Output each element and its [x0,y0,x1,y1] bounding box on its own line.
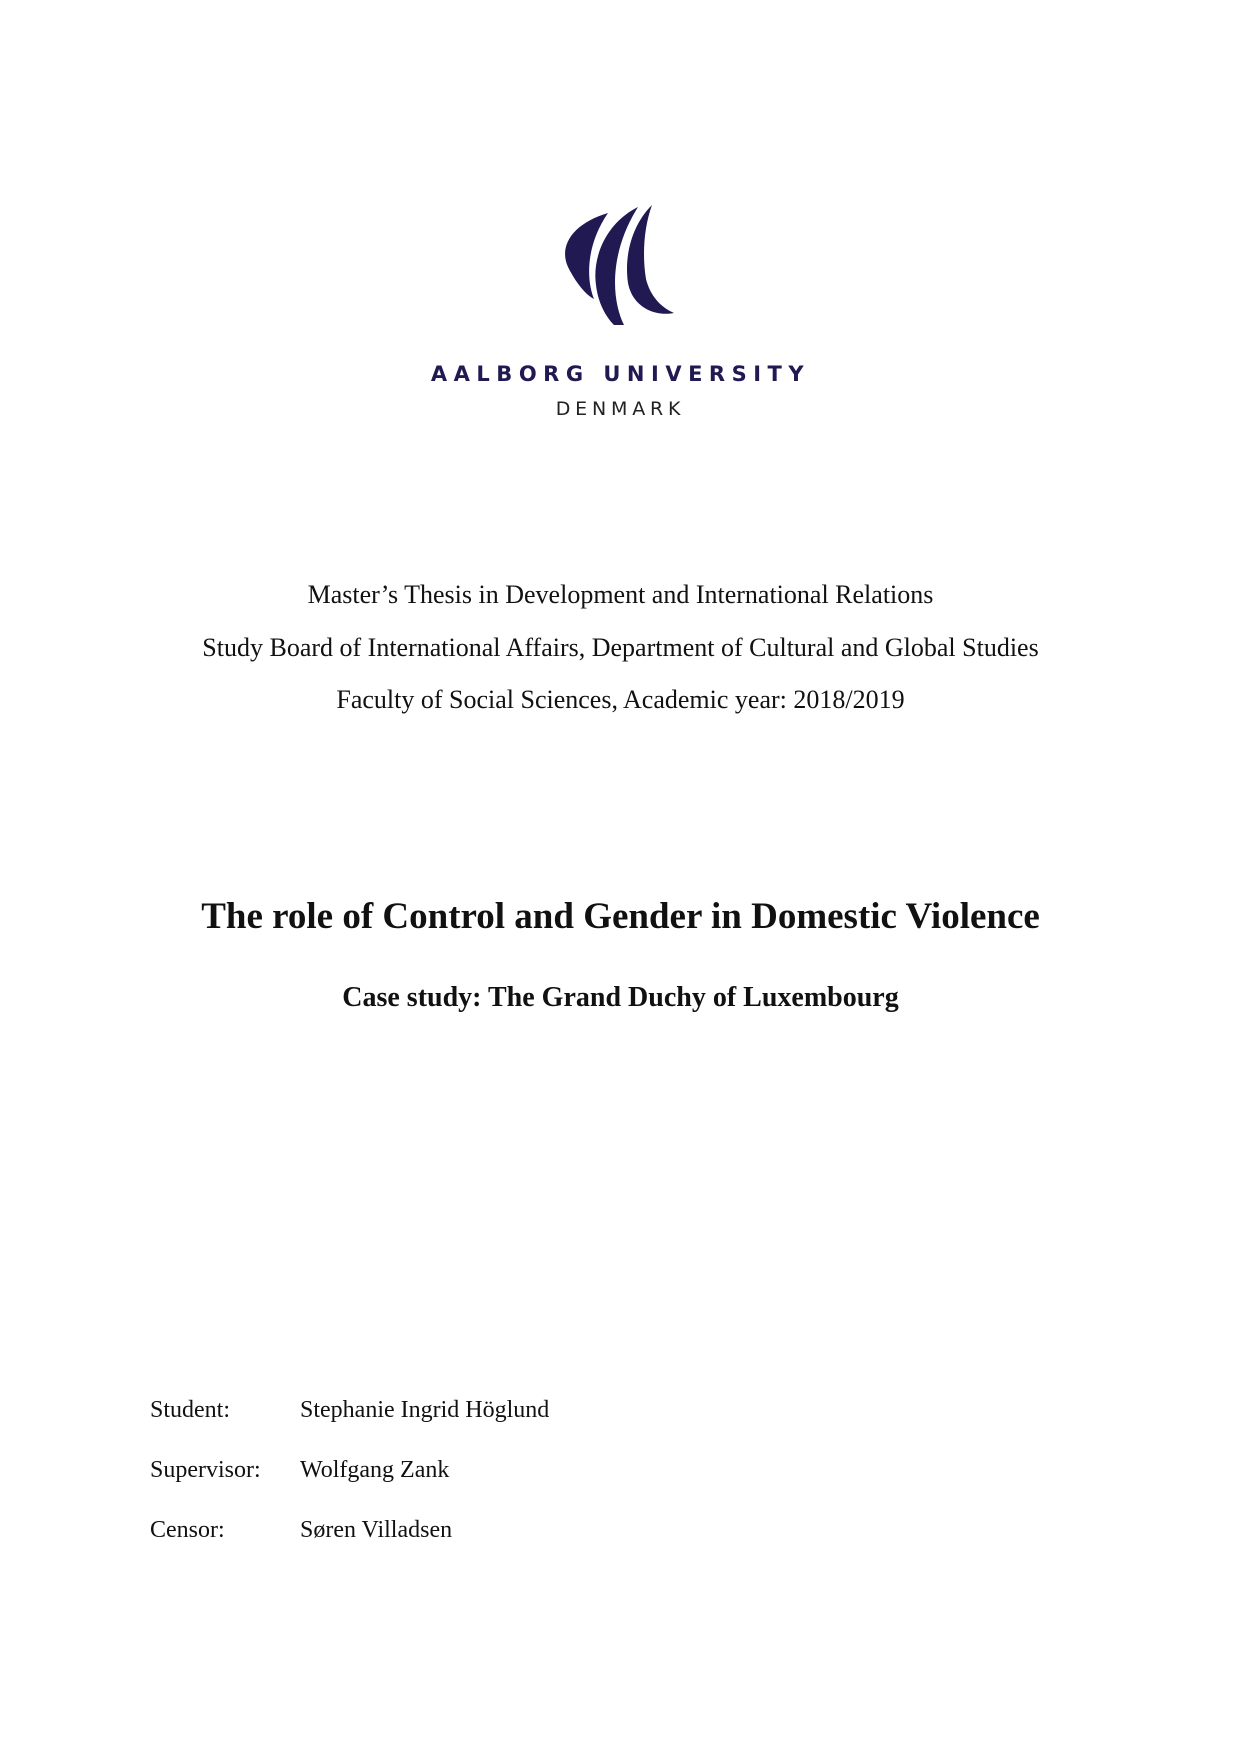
aalborg-waves-icon [556,205,686,330]
thesis-title: The role of Control and Gender in Domestic Violence [201,896,1040,937]
supervisor-name: Wolfgang Zank [300,1457,450,1483]
university-country: DENMARK [555,398,686,420]
supervisor-label: Supervisor: [150,1457,261,1483]
study-board-line: Study Board of International Affairs, Department of Cultural and Global Studies [202,633,1039,662]
faculty-year-line: Faculty of Social Sciences, Academic year: 2018/2019 [336,685,905,714]
censor-name: Søren Villadsen [300,1517,453,1543]
student-name: Stephanie Ingrid Höglund [300,1397,550,1423]
censor-label: Censor: [150,1517,225,1543]
university-logo [0,205,1241,335]
program-line: Master’s Thesis in Development and International Relations [307,580,934,609]
thesis-subtitle: Case study: The Grand Duchy of Luxembourg [342,982,899,1013]
university-name: AALBORG UNIVERSITY [430,362,811,386]
student-label: Student: [150,1397,231,1423]
